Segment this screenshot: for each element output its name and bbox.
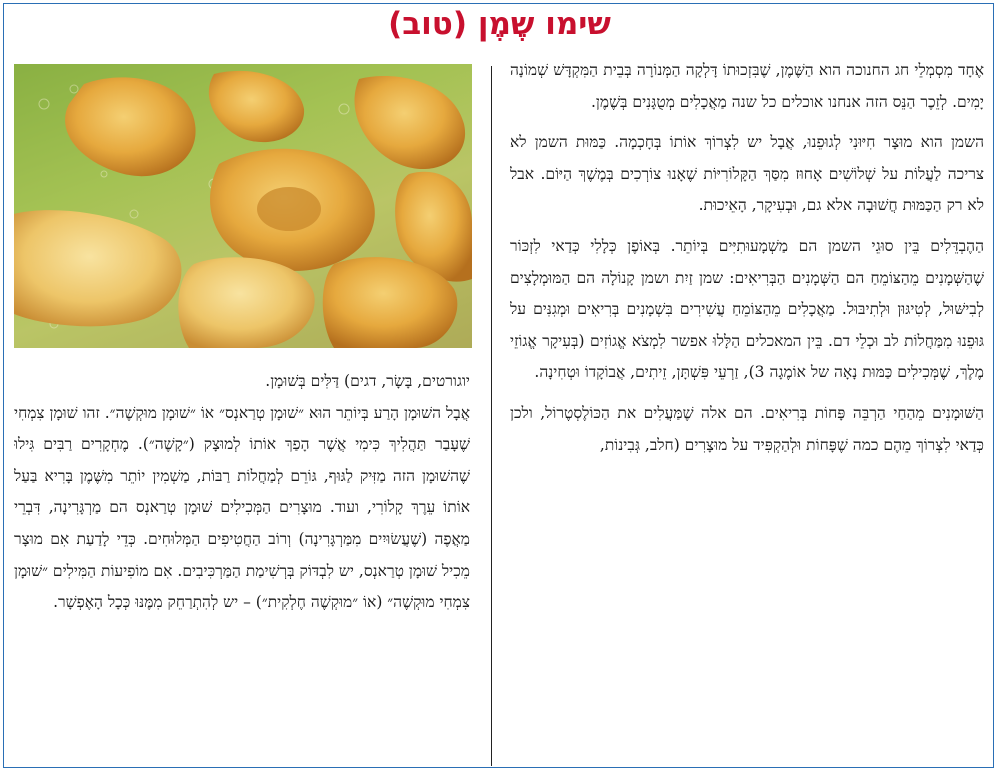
article-left-column [14, 366, 470, 769]
article-title: שימו שֶמֶן (טוב) [388, 6, 611, 42]
paragraph: יוגורטים, בָּשָׂר, דגים) דַּלִּים בְּשׁוּמָן. [265, 372, 470, 390]
paragraph: הַשּׁוּמָנִים מֵהַחַי הַרְבֵּה פָּחוֹת בְּרִיאִים. הם אלה שֶׁמַּעֲלִים את הַכּוֹלֶסְטֶרוֹל, ולכן כְּדַאי לִצְרוֹךְ מֵהֶם כמה שֶׁפָּחוֹת וּלְהַקְפִּיד על מוּצָרִים (חלב, גְּבִינוֹת, [510, 403, 984, 454]
paragraph: השמן הוא מוּצָר חִיּוּנִי לְגוּפֵנוּ, אֲבָל יש לִצְרוֹךְ אוֹתוֹ בְּחָכְמָה. כַּמּוּת השמן לא צריכה לַעֲלוֹת על שְׁלוֹשִׁים אָחוּז מִסַּךְ הַקָּלוֹרִיּוֹת שֶׁאָנוּ צוֹרְכִים בְּמֶשֶׁךְ הַיּוֹם. אבל לא רק הַכַּמּוּת חֲשׁוּבָה אלא גם, וּבְעִיקָר, הָאֵיכוּת. [510, 133, 984, 215]
paragraph: הַהֶבְדֵּלִים בֵּין סוּגֵי השמן הם מַשְׁמָעוּתִיִּים בְּיוֹתֵר. בְּאוֹפֶן כְּלָלִי כְּדַאי לִזְכּוֹר שֶׁהַשְּׁמָנִים מֵהַצּוֹמֵחַ הם הַשְּׁמָנִים הַבְּרִיאִים: שמן זַיִת ושמן קָנוֹלָה הם הַמּוּמְלָצִים לְבִישּׁוּל, לְטִיגּוּן וּלְתִיבּוּל. מַאֲכָלִים מֵהַצּוֹמֵחַ עֲשִׁירִים בִּשְׁמָנִים בְּרִיאִים וּמְגִנִּים על גּוּפֵנוּ מִמַּחֲלוֹת לב וּכְלֵי דם. בֵּין המאכלים הַלָּלוּ אפשר לִמְצֹא אֱגוֹזִים (בְּעִיקָר אֱגוֹזֵי מֶלֶךְ, שֶׁמְּכִילִים כַּמּוּת נָאָה של אוֹמֶגָה 3), זַרְעֵי פִּשְׁתָּן, זֵיתִים, אֲבוֹקָדוֹ וּטְחִינָה. [510, 236, 984, 382]
paragraph: אֲבָל השׁוּמָן הָרַע בְּיוֹתֵר הוּא ״שׁוּמָן טְרַאנְס״ אוֹ ״שׁוּמָן מוּקְשֶׁה״. זהו שׁוּמָן צִמְחִי שֶׁעָבַר תַּהֲלִיךְ כִּימִי אֲשֶׁר הָפַךְ אוֹתוֹ לְמוּצָק (״קָשֶׁה״). מֶחְקָרִים רַבִּים גִּילוּ שֶׁהשׁוּמָן הזה מַזִּיק לַגּוּף, גּוֹרֵם לְמַחֲלוֹת רַבּוֹת, מַשְׁמִין יוֹתֵר מִשֶּׁמֶן בָּרִיא בַּעַל אוֹתוֹ עֵרֶךְ קָלוֹרִי, ועוד. מוּצָרִים הַמְּכִילִים שׁוּמָן טְרַאנְס הם מַרְגָּרִינָה, דִּבְרֵי מַאֲפֶה (שֶׁעֲשׂוּיִים מִמַּרְגָּרִינָה) וְרוֹב הַחֲטִיפִים הַמְּלוּחִים. כְּדֵי לָדַעַת אִם מוּצָר מֵכִיל שׁוּמָן טְרַאנְס, יש לִבְדּוֹק בְּרְשִׁימַת הַמַּרְכִּיבִים. אִם מוֹפִיעוֹת הַמִּילִים ״שׁוּמָן צִמְחִי מוּקְשֶׁה״ (אוֹ ״מוּקְשֶׁה חֶלְקִית״) – יש לְהִתְרַחֵק מִמֶּנּוּ כְּכָל הָאֶפְשָׁר. [14, 403, 470, 612]
column-divider [491, 66, 492, 766]
paragraph: אֶחָד מִסְמְלֵי חג החנוכה הוא הַשֶּׁמֶן, שֶׁבִּזְכוּתוֹ דָּלְקָה הַמְּנוֹרָה בְּבֵית הַמִּקְדָּשׁ שְׁמוֹנָה יָמִים. לְזֵכֶר הַנֵּס הזה אנחנו אוכלים כל שנה מַאֲכָלִים מְטֻגָּנִים בְּשֶׁמֶן. [510, 61, 984, 111]
article-right-column [510, 55, 984, 769]
fried-food-photo [14, 64, 472, 348]
